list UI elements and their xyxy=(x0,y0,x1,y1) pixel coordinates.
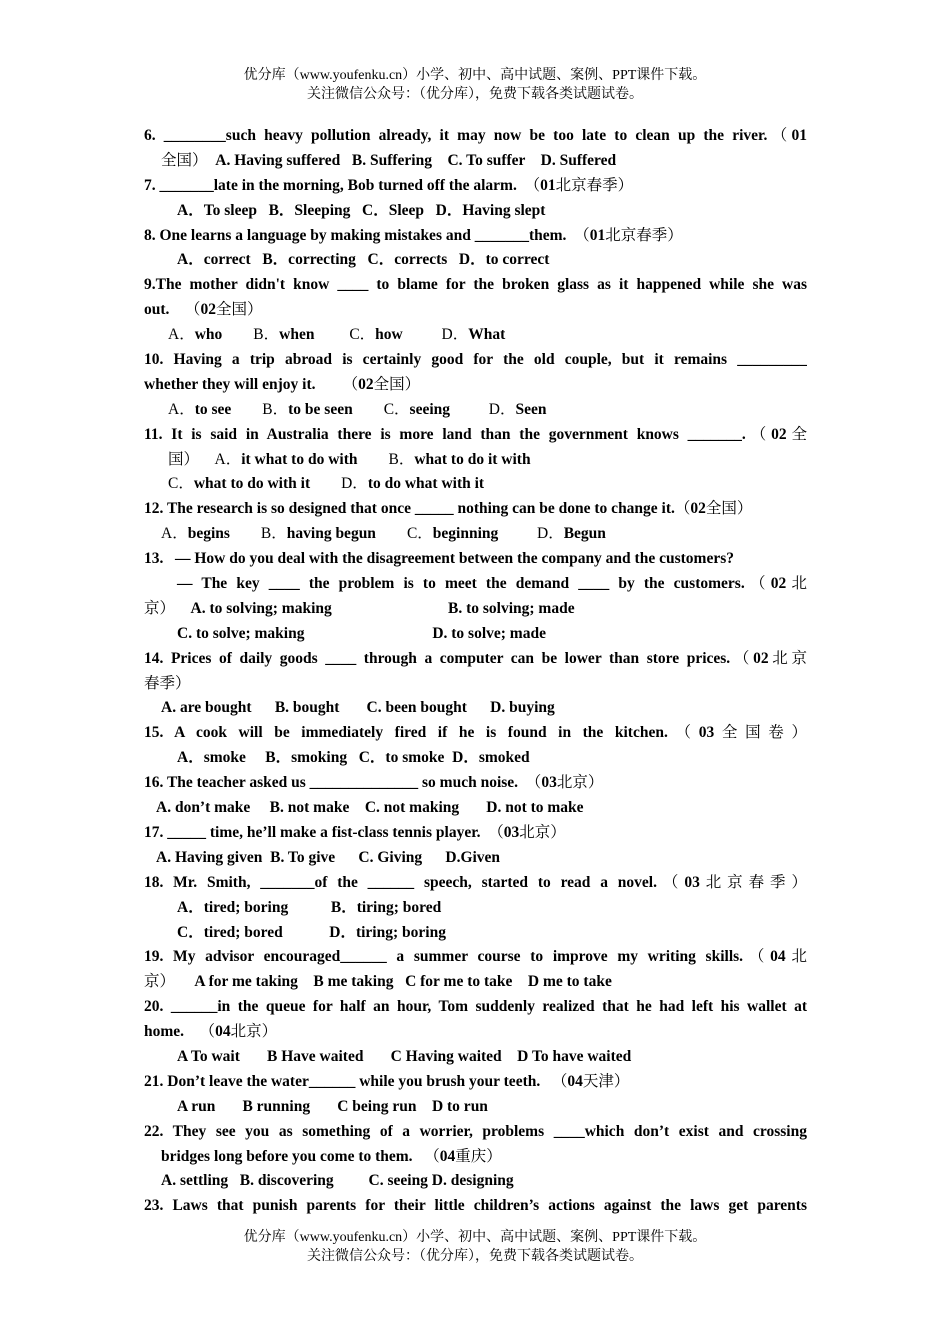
line-text: A. Having given B. To give C. Giving D.Given xyxy=(156,848,501,866)
footer-line-2: 关注微信公众号：（优分库），免费下载各类试题试卷。 xyxy=(307,1249,643,1264)
source-tag: （ xyxy=(488,823,504,841)
source-tag: 春季） xyxy=(144,674,191,692)
source-tag: 02 xyxy=(753,649,769,667)
line-text: 14. Prices of daily goods ____ through a computer can be lower than store prices. xyxy=(144,649,731,667)
line-text: 6. ________such heavy pollution already, it may now be too late to clean up the river. xyxy=(144,127,768,144)
line-text: beginning xyxy=(432,525,538,543)
line-text: 16. The teacher asked us ______________ so much noise. xyxy=(144,774,526,792)
text-line xyxy=(144,448,807,473)
text-line xyxy=(144,273,807,298)
source-tag: 02 xyxy=(690,500,706,518)
source-tag: 04 xyxy=(439,1147,456,1165)
source-tag: 04 xyxy=(215,1023,231,1041)
line-text: — The key ____ the problem is to meet the demand ____ by the customers. xyxy=(177,575,745,593)
text-line xyxy=(144,199,807,224)
source-tag: 全国） xyxy=(705,500,753,518)
source-tag: （ xyxy=(730,649,754,667)
text-line xyxy=(144,348,807,373)
text-line xyxy=(144,1020,807,1045)
text-line xyxy=(144,522,807,547)
line-text: 18. Mr. Smith, _______of the ______ speech, started to read a novel. xyxy=(144,873,657,891)
line-text: 20. ______in the queue for half an hour, Tom suddenly realized that he had left his wallet at xyxy=(144,998,807,1016)
text-line xyxy=(144,298,807,323)
line-text: 7. _______late in the morning, Bob turned off the alarm. xyxy=(144,176,525,194)
source-tag: B． xyxy=(262,400,289,418)
line-text: A. are bought B. bought C. been bought D. buying xyxy=(161,699,555,717)
source-tag: （ xyxy=(424,1147,440,1165)
line-text: 11. It is said in Australia there is more land than the government knows _______. xyxy=(144,425,746,443)
line-text: to be seen xyxy=(288,400,384,418)
text-line xyxy=(144,1070,807,1095)
line-text: A run B running C being run D to run xyxy=(177,1097,488,1115)
page-header xyxy=(0,66,950,104)
source-tag: 北京春季） xyxy=(699,873,807,891)
source-tag: D． xyxy=(341,475,368,493)
text-line xyxy=(144,1145,807,1170)
line-text: A for me taking B me taking C for me to take D me to take xyxy=(175,973,612,991)
source-tag: （ xyxy=(744,575,771,593)
source-tag: （ xyxy=(551,1072,568,1090)
text-line xyxy=(144,597,807,622)
question-list xyxy=(144,124,807,1219)
line-text: what to do with it xyxy=(193,475,342,493)
source-tag: 北京） xyxy=(230,1023,278,1041)
source-tag: A． xyxy=(161,525,188,543)
source-tag: D． xyxy=(441,326,469,344)
source-tag: 北京春季） xyxy=(605,226,683,244)
text-line xyxy=(144,622,807,647)
line-text: when xyxy=(279,326,350,344)
source-tag: 02 xyxy=(771,425,787,443)
source-tag: 01 xyxy=(791,127,807,144)
source-tag: （ xyxy=(184,301,201,319)
line-text: C. to solve; making D. to solve; made xyxy=(177,624,546,642)
line-text: to do what with it xyxy=(367,475,485,493)
line-text: having begun xyxy=(286,525,407,543)
source-tag: 京） xyxy=(144,973,176,991)
source-tag: 京） xyxy=(144,599,176,617)
line-text: out. xyxy=(144,301,185,319)
text-line xyxy=(144,896,807,921)
source-tag: A． xyxy=(168,400,195,418)
source-tag: C． xyxy=(406,525,433,543)
text-line xyxy=(144,721,807,746)
source-tag: （ xyxy=(767,127,792,144)
text-line xyxy=(144,1095,807,1120)
text-line xyxy=(144,124,807,149)
text-line xyxy=(144,771,807,796)
source-tag: 天津） xyxy=(582,1072,630,1090)
text-line xyxy=(144,472,807,497)
text-line xyxy=(144,149,807,174)
text-line xyxy=(144,224,807,249)
source-tag: B． xyxy=(253,326,280,344)
source-tag: C． xyxy=(383,400,410,418)
source-tag: 全国卷） xyxy=(714,724,807,742)
source-tag: 国） xyxy=(168,450,215,468)
source-tag: A． xyxy=(214,450,242,468)
source-tag: （ xyxy=(574,226,590,244)
line-text: Begun xyxy=(563,525,606,543)
text-line xyxy=(144,746,807,771)
text-line xyxy=(144,547,807,572)
source-tag: （ xyxy=(656,873,685,891)
source-tag: （ xyxy=(199,1023,216,1041)
source-tag: 北京） xyxy=(519,823,566,841)
source-tag: （ xyxy=(743,948,771,966)
text-line xyxy=(144,846,807,871)
line-text: who xyxy=(194,326,254,344)
source-tag: 北京） xyxy=(556,774,604,792)
text-line xyxy=(144,672,807,697)
source-tag: 03 xyxy=(698,724,715,742)
text-line xyxy=(144,174,807,199)
source-tag: 04 xyxy=(770,948,786,966)
text-line xyxy=(144,1169,807,1194)
line-text: 15. A cook will be immediately fired if he is found in the kitchen. xyxy=(144,724,668,742)
text-line xyxy=(144,871,807,896)
text-line xyxy=(144,647,807,672)
text-line xyxy=(144,497,807,522)
line-text: begins xyxy=(187,525,261,543)
text-line xyxy=(144,1194,807,1219)
source-tag: 02 xyxy=(770,575,787,593)
line-text: What xyxy=(468,326,506,344)
text-line xyxy=(144,970,807,995)
source-tag: （ xyxy=(525,774,542,792)
source-tag: （ xyxy=(524,176,541,194)
source-tag: 01 xyxy=(589,226,606,244)
text-line xyxy=(144,995,807,1020)
source-tag: 全 xyxy=(786,425,807,443)
text-line xyxy=(144,423,807,448)
source-tag: （ xyxy=(342,375,359,393)
source-tag: 全国） xyxy=(373,375,421,393)
source-tag: 03 xyxy=(541,774,557,792)
source-tag: （ xyxy=(667,724,699,742)
text-line xyxy=(144,248,807,273)
header-line-2: 关注微信公众号：（优分库），免费下载各类试题试卷。 xyxy=(307,87,643,102)
line-text: seeing xyxy=(409,400,489,418)
page-footer xyxy=(0,1228,950,1266)
source-tag: 01 xyxy=(540,176,556,194)
line-text: 21. Don’t leave the water______ while you brush your teeth. xyxy=(144,1072,552,1090)
line-text: A. to solving; making B. to solving; made xyxy=(175,599,575,617)
line-text: A. Having suffered B. Suffering C. To suffer D. Suffered xyxy=(207,151,617,169)
source-tag: 北京春季） xyxy=(555,176,634,194)
line-text: whether they will enjoy it. xyxy=(144,375,343,393)
text-line xyxy=(144,1045,807,1070)
line-text: C．tired; bored D．tiring; boring xyxy=(177,923,446,941)
line-text: to see xyxy=(194,400,263,418)
source-tag: 全国） xyxy=(215,301,263,319)
line-text: 17. _____ time, he’ll make a fist-class tennis player. xyxy=(144,823,489,841)
line-text: 19. My advisor encouraged______ a summer course to improve my writing skills. xyxy=(144,948,744,966)
source-tag: 04 xyxy=(567,1072,583,1090)
source-tag: （ xyxy=(745,425,772,443)
source-tag: C． xyxy=(349,326,376,344)
line-text: 23. Laws that punish parents for their little children’s actions against the laws get parents xyxy=(144,1197,807,1215)
line-text: A To wait B Have waited C Having waited D To have waited xyxy=(177,1047,632,1065)
source-tag: A． xyxy=(168,326,195,344)
line-text: A．tired; boring B．tiring; bored xyxy=(177,898,442,916)
text-line xyxy=(144,1120,807,1145)
line-text: 10. Having a trip abroad is certainly good for the old couple, but it remains _________ xyxy=(144,351,807,369)
text-line xyxy=(144,572,807,597)
source-tag: 全国） xyxy=(161,151,208,169)
text-line xyxy=(144,398,807,423)
source-tag: 03 xyxy=(503,823,520,841)
text-line xyxy=(144,821,807,846)
source-tag: D． xyxy=(537,525,564,543)
line-text: A. don’t make B. not make C. not making D. not to make xyxy=(156,799,584,817)
header-line-1: 优分库（www.youfenku.cn）小学、初中、高中试题、案例、PPT课件下载。 xyxy=(243,68,707,83)
line-text: 12. The research is so designed that once _____ nothing can be done to change it. xyxy=(144,500,675,518)
line-text: what to do it with xyxy=(414,450,531,468)
line-text: A．correct B．correcting C．corrects D．to correct xyxy=(177,251,550,269)
line-text: 9.The mother didn't know ____ to blame for the broken glass as it happened while she was xyxy=(144,276,807,294)
line-text: A. settling B. discovering C. seeing D. designing xyxy=(161,1172,514,1190)
source-tag: 02 xyxy=(200,301,216,319)
text-line xyxy=(144,796,807,821)
line-text: how xyxy=(375,326,442,344)
line-text: bridges long before you come to them. xyxy=(161,1147,425,1165)
source-tag: 02 xyxy=(358,375,374,393)
line-text: A．smoke B．smoking C．to smoke D．smoked xyxy=(177,749,530,767)
source-tag: C． xyxy=(168,475,194,493)
text-line xyxy=(144,696,807,721)
source-tag: B． xyxy=(388,450,415,468)
line-text: it what to do with xyxy=(241,450,389,468)
source-tag: 北京 xyxy=(768,649,807,667)
line-text: 8. One learns a language by making mistakes and _______them. xyxy=(144,226,575,244)
source-tag: 重庆） xyxy=(455,1147,502,1165)
source-tag: 北 xyxy=(786,575,807,593)
source-tag: D． xyxy=(488,400,516,418)
line-text: 22. They see you as something of a worrier, problems ____which don’t exist and crossing xyxy=(144,1122,807,1140)
source-tag: 北 xyxy=(785,948,807,966)
source-tag: （ xyxy=(674,500,691,518)
line-text: 13. — How do you deal with the disagreement between the company and the customers? xyxy=(144,550,734,568)
footer-line-1: 优分库（www.youfenku.cn）小学、初中、高中试题、案例、PPT课件下载。 xyxy=(243,1230,707,1245)
text-line xyxy=(144,945,807,970)
line-text: A．To sleep B．Sleeping C．Sleep D．Having slept xyxy=(177,201,546,219)
source-tag: B． xyxy=(260,525,287,543)
text-line xyxy=(144,323,807,348)
text-line xyxy=(144,373,807,398)
line-text: Seen xyxy=(515,400,547,418)
text-line xyxy=(144,921,807,946)
source-tag: 03 xyxy=(684,873,700,891)
line-text: home. xyxy=(144,1023,200,1041)
